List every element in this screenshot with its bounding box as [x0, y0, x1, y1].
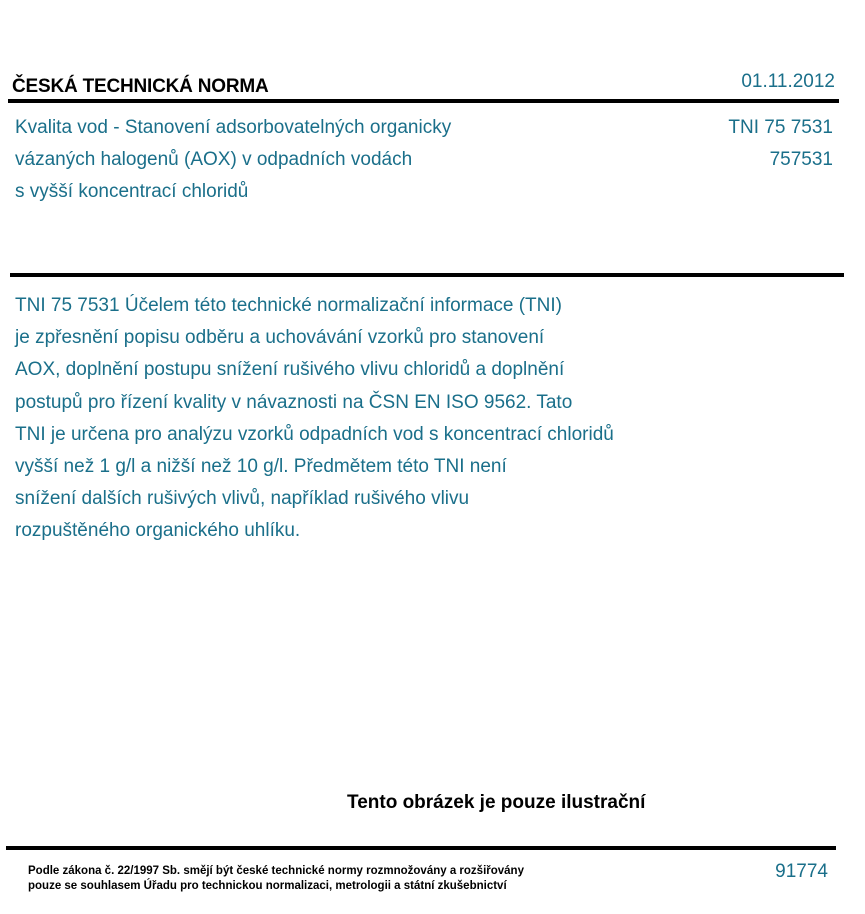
abstract-line: postupů pro řízení kvality v návaznosti na ČSN EN ISO 9562. Tato [15, 391, 573, 413]
section-divider [10, 273, 844, 277]
abstract-line: rozpuštěného organického uhlíku. [15, 520, 301, 542]
standard-designation: TNI 75 7531 [728, 117, 833, 138]
abstract-line: snížení dalších rušivých vlivů, například rušivého vlivu [15, 488, 470, 510]
legal-notice [28, 864, 524, 894]
abstract-text [15, 290, 715, 548]
header-divider [8, 99, 839, 103]
standard-type-heading: ČESKÁ TECHNICKÁ NORMA [12, 76, 269, 97]
abstract-line: TNI 75 7531 Účelem této technické normalizační informace (TNI) [15, 295, 562, 316]
footer-divider [6, 846, 836, 850]
title-line-2: vázaných halogenů (AOX) v odpadních vodách [15, 149, 413, 170]
publication-date: 01.11.2012 [741, 71, 835, 92]
abstract-line: TNI je určena pro analýzu vzorků odpadních vod s koncentrací chloridů [15, 423, 614, 445]
abstract-line: AOX, doplnění postupu snížení rušivého vlivu chloridů a doplnění [15, 359, 565, 381]
classification-code: 757531 [769, 149, 833, 170]
legal-line-2: pouze se souhlasem Úřadu pro technickou normalizaci, metrologii a státní zkušebnictví [28, 880, 507, 892]
abstract-line: je zpřesnění popisu odběru a uchovávání vzorků pro stanovení [15, 327, 545, 349]
title-line-1: Kvalita vod - Stanovení adsorbovatelných organicky [15, 117, 452, 138]
legal-line-1: Podle zákona č. 22/1997 Sb. smějí být české technické normy rozmnožovány a rozšiřovány [28, 865, 524, 877]
abstract-line: vyšší než 1 g/l a nižší než 10 g/l. Předmětem této TNI není [15, 456, 507, 478]
document-number: 91774 [775, 861, 828, 882]
title-line-3: s vyšší koncentrací chloridů [15, 181, 249, 202]
illustration-disclaimer: Tento obrázek je pouze ilustrační [347, 792, 646, 813]
